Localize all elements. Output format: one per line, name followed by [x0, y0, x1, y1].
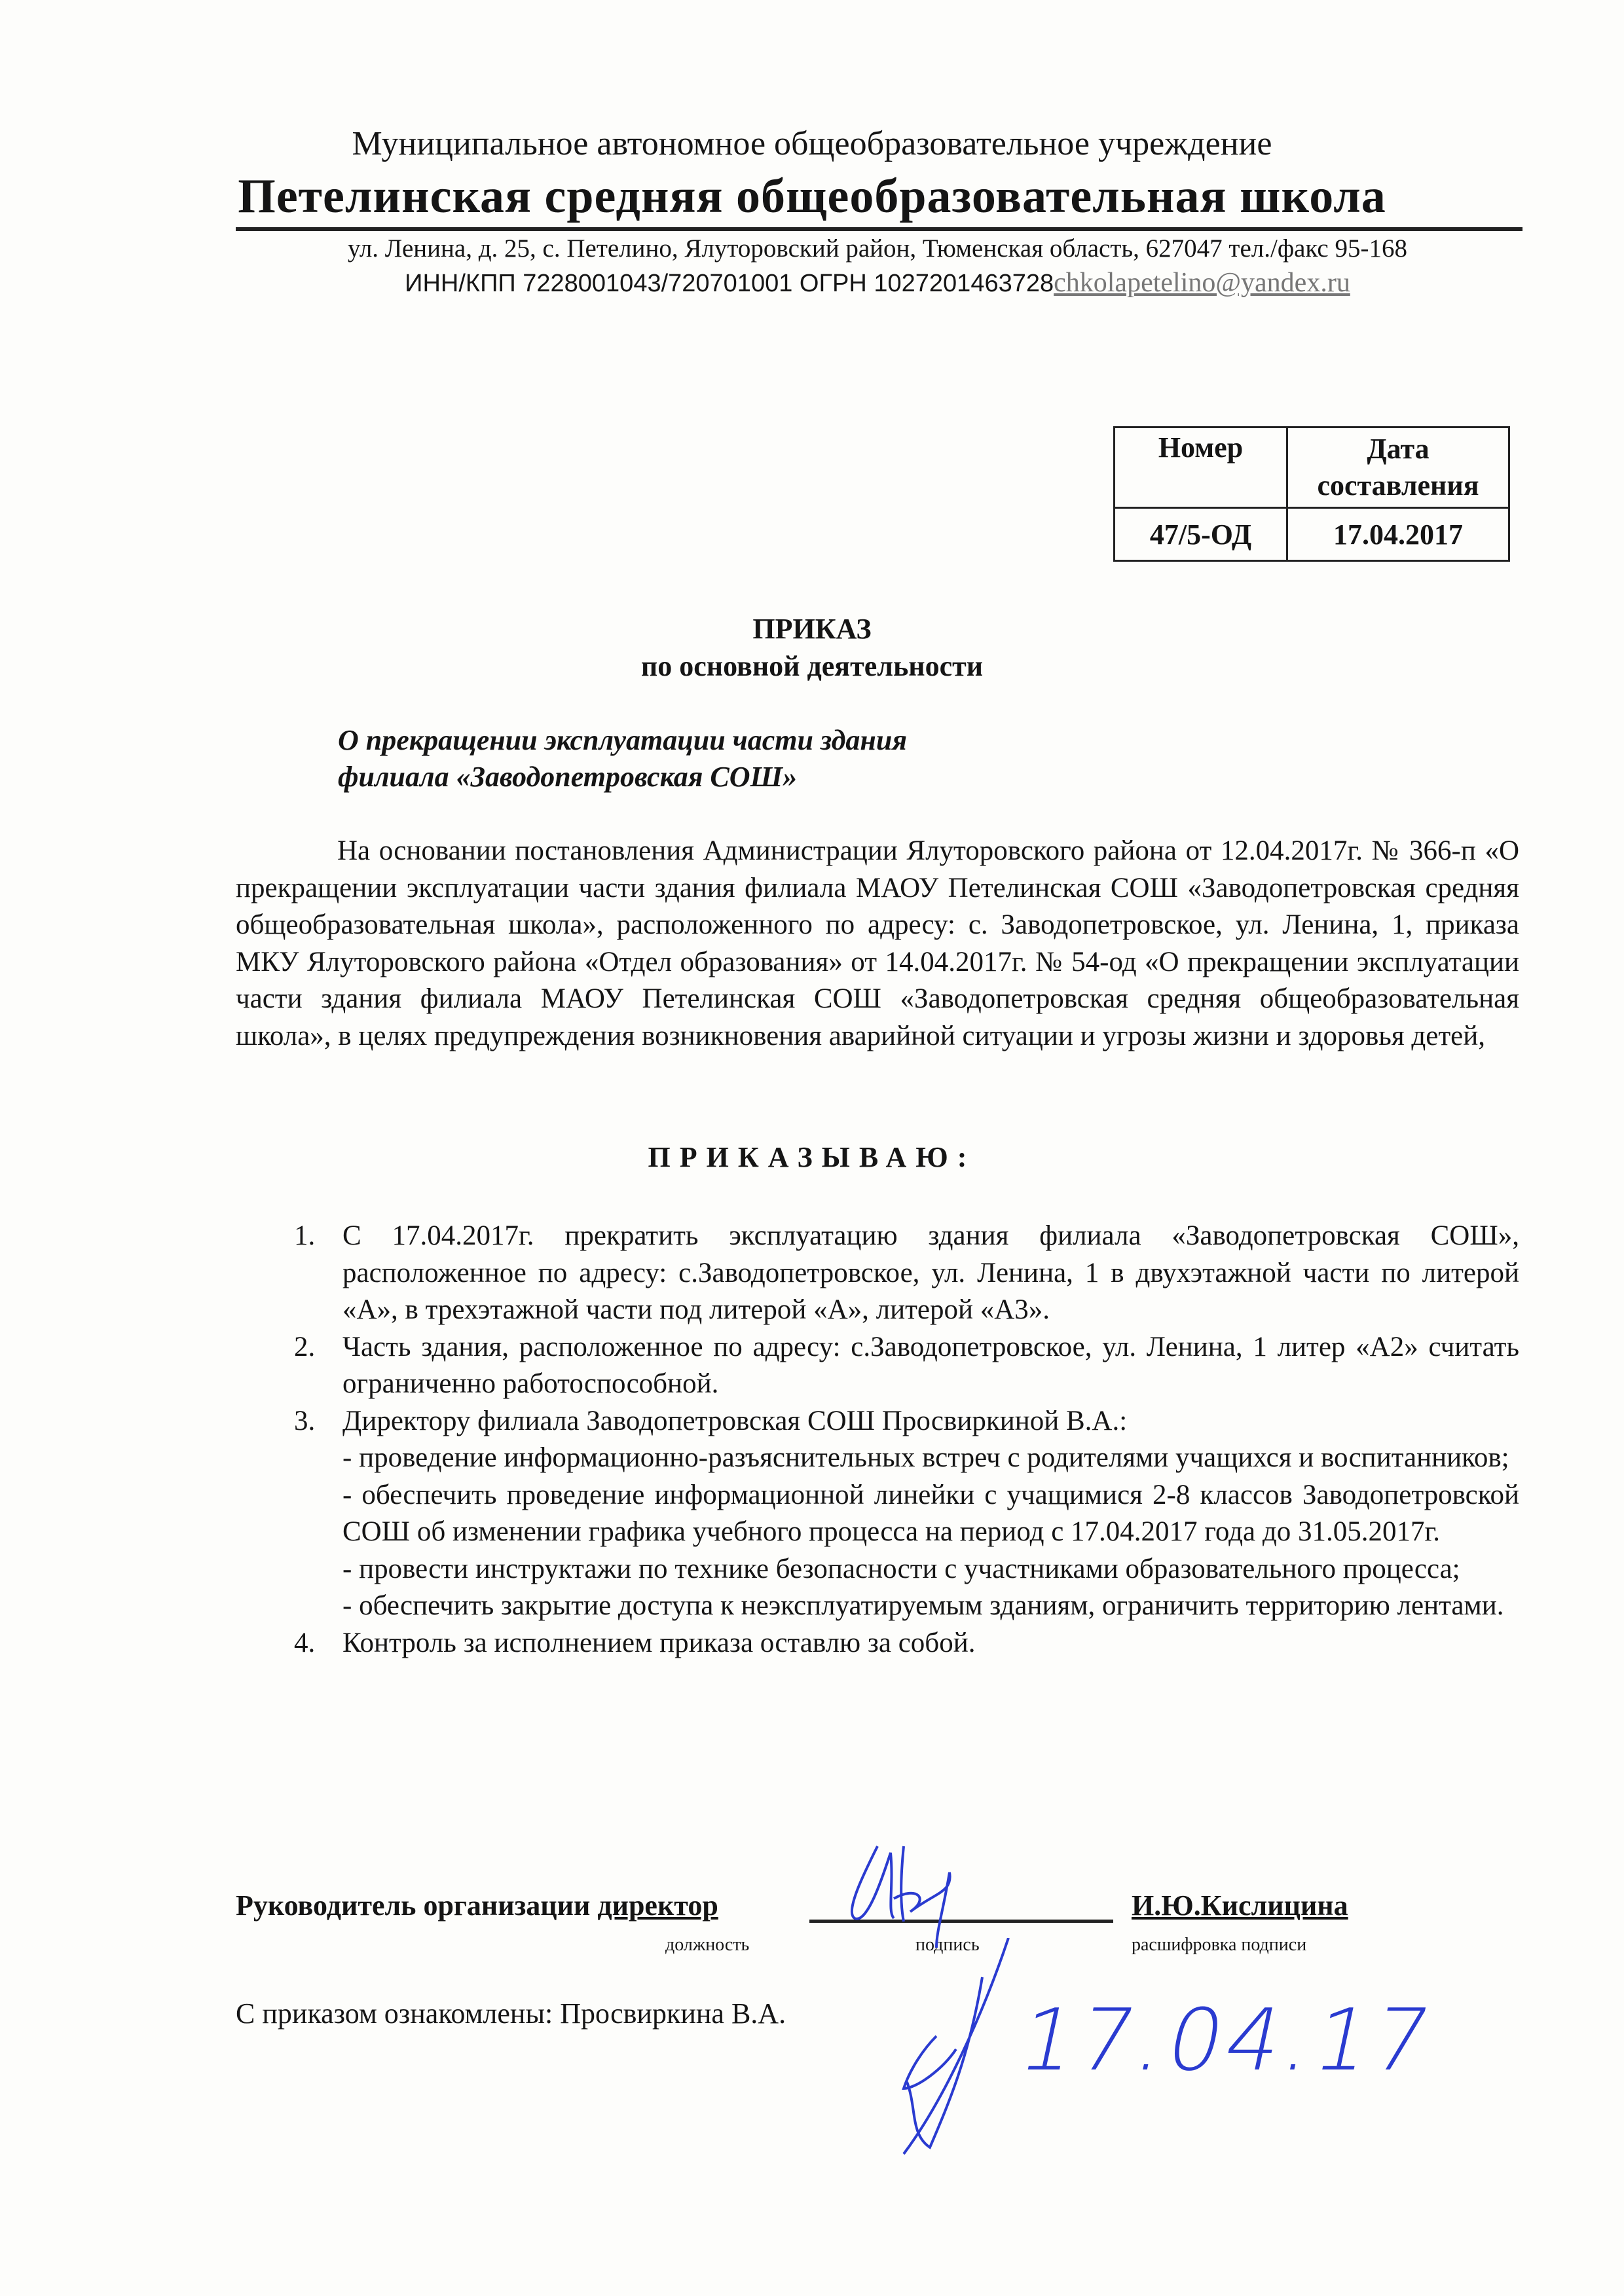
- item-number: 3.: [294, 1405, 316, 1436]
- caption-signature: подпись: [915, 1935, 980, 1955]
- handwritten-date: 17.04.17: [1010, 1990, 1443, 2090]
- director-signature: [838, 1833, 1008, 1951]
- header-date: [1287, 428, 1509, 508]
- header-number: Номер: [1115, 428, 1287, 508]
- doc-title: ПРИКАЗ: [752, 613, 872, 645]
- doc-subtitle: по основной деятельности: [640, 650, 984, 682]
- inn-text: ИНН/КПП 7228001043/720701001 ОГРН 1027201463728: [405, 270, 1054, 297]
- order-item: [294, 1625, 1519, 1662]
- doc-date: 17.04.2017: [1287, 508, 1509, 561]
- acknowledgement: С приказом ознакомлены: Просвиркина В.А.: [236, 1997, 786, 2030]
- caption-name: расшифровка подписи: [1132, 1935, 1307, 1955]
- signatory-label: Руководитель организации: [236, 1889, 591, 1922]
- doc-subject: [338, 722, 907, 795]
- item-text: Директору филиала Заводопетровская СОШ Просвиркиной В.А.:: [342, 1405, 1128, 1436]
- item-text: Часть здания, расположенное по адресу: с.Заводопетровское, ул. Ленина, 1 литер «А2» считать ограниченно работоспособной.: [342, 1331, 1519, 1399]
- email-link[interactable]: chkolapetelino@yandex.ru: [1054, 268, 1350, 298]
- sub-item: - проведение информационно-разъяснительных встреч с родителями учащихся и воспитанников;: [342, 1442, 1509, 1473]
- item-number: 1.: [294, 1220, 316, 1251]
- org-requisites: [0, 267, 1624, 299]
- item-number: 2.: [294, 1331, 316, 1362]
- header-rule: [236, 227, 1522, 231]
- order-item: [294, 1403, 1519, 1625]
- order-heading: ПРИКАЗЫВАЮ:: [648, 1141, 976, 1173]
- registry-table: [1113, 426, 1510, 562]
- sub-item: - обеспечить проведение информационной линейки с учащимися 2-8 классов Заводопетровской СОШ об изменении графика учебного процесса на период с 17.04.2017 года до 31.05.2017г.: [342, 1479, 1519, 1547]
- order-item: [294, 1218, 1519, 1329]
- signatory-name: И.Ю.Кислицина: [1132, 1889, 1348, 1922]
- item-number: 4.: [294, 1627, 316, 1658]
- org-name: Петелинская средняя общеобразовательная школа: [238, 170, 1386, 223]
- order-items: [294, 1218, 1519, 1662]
- subject-line: О прекращении эксплуатации части здания: [338, 724, 907, 756]
- doc-number: 47/5-ОД: [1115, 508, 1287, 561]
- order-item: [294, 1329, 1519, 1403]
- signatory-line: [236, 1889, 718, 1922]
- org-address: ул. Ленина, д. 25, с. Петелино, Ялуторовский район, Тюменская область, 627047 тел./факс 95-168: [348, 234, 1407, 263]
- item-text: Контроль за исполнением приказа оставлю за собой.: [342, 1627, 976, 1658]
- org-type: Муниципальное автономное общеобразовательное учреждение: [352, 125, 1272, 162]
- sub-item: - обеспечить закрытие доступа к неэксплуатируемым зданиям, ограничить территорию лентами.: [342, 1590, 1504, 1621]
- header-date-line2: составления: [1317, 469, 1479, 501]
- subject-line: филиала «Заводопетровская СОШ»: [338, 761, 798, 793]
- signatory-position: директор: [597, 1889, 718, 1922]
- sub-item: - провести инструктажи по технике безопасности с участниками образовательного процесса;: [342, 1553, 1460, 1584]
- acknowledgement-signature: [864, 1938, 1015, 2160]
- caption-position: должность: [665, 1935, 750, 1955]
- preamble: На основании постановления Администрации Ялуторовского района от 12.04.2017г. № 366-п «О прекращении эксплуатации части здания филиала МАОУ Петелинская СОШ «Заводопетровская средняя общеобразовательная школа», расположенного по адресу: с. Заводопетровское, ул. Ленина, 1, приказа МКУ Ялуторовского района «Отдел образования» от 14.04.2017г. № 54-од «О прекращении эксплуатации части здания филиала МАОУ Петелинская СОШ «Заводопетровская средняя общеобразовательная школа», в целях предупреждения возникновения аварийной ситуации и угрозы жизни и здоровья детей,: [236, 835, 1519, 1051]
- header-date-line1: Дата: [1367, 433, 1430, 465]
- item-text: С 17.04.2017г. прекратить эксплуатацию здания филиала «Заводопетровская СОШ», расположенное по адресу: с.Заводопетровское, ул. Ленина, 1 в двухэтажной части по литерой «А», в трехэтажной части под литерой «А», литерой «А3».: [342, 1220, 1519, 1325]
